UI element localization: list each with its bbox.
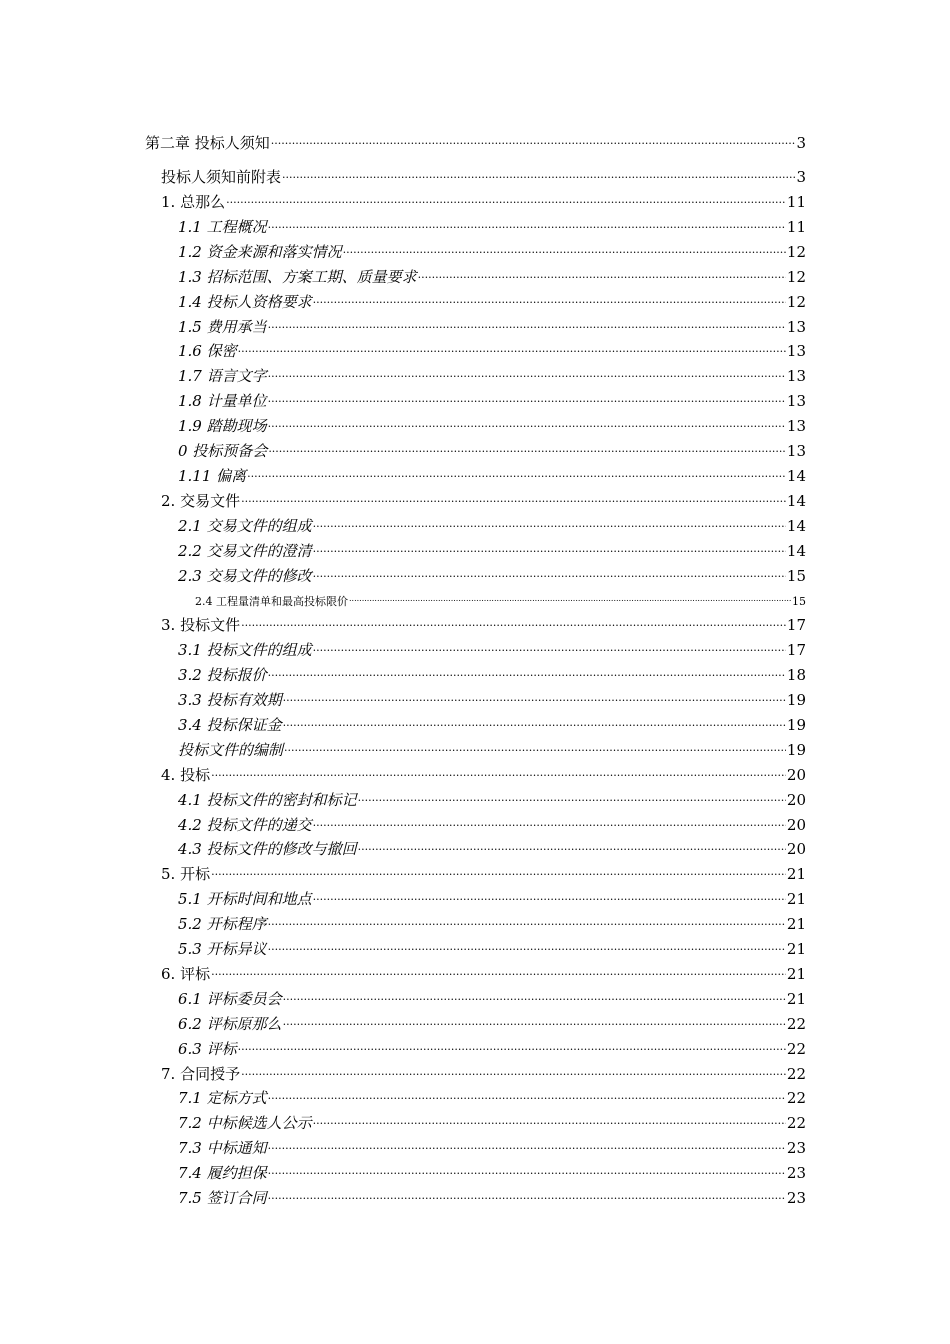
dot-leader xyxy=(241,488,786,506)
toc-entry[interactable] xyxy=(178,1135,806,1157)
dot-leader xyxy=(226,189,786,207)
toc-entry[interactable] xyxy=(178,787,806,809)
toc-entry-label: 7. 合同授予 xyxy=(161,1064,241,1083)
toc-entry-page-number: 23 xyxy=(786,1164,806,1183)
toc-entry[interactable] xyxy=(178,338,806,360)
toc-entry[interactable] xyxy=(178,438,806,460)
dot-leader xyxy=(211,762,786,780)
toc-entry-page-number: 21 xyxy=(786,865,806,884)
toc-entry[interactable] xyxy=(178,214,806,236)
dot-leader xyxy=(313,1110,786,1128)
toc-entry-page-number: 12 xyxy=(786,242,806,261)
toc-entry[interactable] xyxy=(178,513,806,535)
toc-entry-label: 3.2 投标报价 xyxy=(178,666,267,685)
dot-leader xyxy=(313,637,786,655)
dot-leader xyxy=(268,314,786,332)
toc-entry-label: 6. 评标 xyxy=(161,964,211,983)
dot-leader xyxy=(268,911,786,929)
toc-entry[interactable] xyxy=(178,836,806,858)
dot-leader xyxy=(238,338,786,356)
toc-entry-label: 4.1 投标文件的密封和标记 xyxy=(178,790,357,809)
dot-leader xyxy=(418,264,786,282)
dot-leader xyxy=(349,587,791,605)
dot-leader xyxy=(271,130,796,148)
dot-leader xyxy=(282,164,795,182)
toc-entry-page-number: 20 xyxy=(786,790,806,809)
toc-entry-page-number: 11 xyxy=(786,193,806,211)
dot-leader xyxy=(268,1185,786,1203)
toc-entry[interactable] xyxy=(178,314,806,336)
toc-entry-page-number: 13 xyxy=(786,367,806,386)
toc-entry-page-number: 15 xyxy=(792,595,806,609)
dot-leader xyxy=(268,363,786,381)
toc-entry-label: 1.1 工程概况 xyxy=(178,217,267,236)
toc-entry-label: 1.5 费用承当 xyxy=(178,317,267,336)
dot-leader xyxy=(268,936,786,954)
dot-leader xyxy=(268,662,786,680)
toc-entry-label: 2.1 交易文件的组成 xyxy=(178,516,312,535)
toc-entry[interactable] xyxy=(161,1061,806,1083)
toc-entry-page-number: 21 xyxy=(786,940,806,958)
toc-entry[interactable] xyxy=(161,612,806,634)
toc-entry-label: 3.3 投标有效期 xyxy=(178,691,282,709)
dot-leader xyxy=(313,812,786,830)
toc-entry-label: 1.4 投标人资格要求 xyxy=(178,292,312,311)
toc-entry[interactable] xyxy=(178,363,806,385)
dot-leader xyxy=(211,861,786,879)
toc-entry-label: 2.4 工程量清单和最高投标限价 xyxy=(195,595,348,609)
toc-entry-page-number: 17 xyxy=(786,641,806,660)
toc-entry[interactable] xyxy=(178,1110,806,1132)
dot-leader xyxy=(313,886,786,904)
toc-entry-label: 投标文件的编制 xyxy=(178,740,284,759)
toc-entry-page-number: 12 xyxy=(786,267,806,286)
toc-entry-label: 0 投标预备会 xyxy=(178,442,268,460)
toc-entry-page-number: 23 xyxy=(786,1189,806,1207)
toc-entry-page-number: 22 xyxy=(786,1014,806,1033)
dot-leader xyxy=(358,787,786,805)
toc-entry-page-number: 19 xyxy=(786,740,806,759)
dot-leader xyxy=(268,214,786,232)
dot-leader xyxy=(268,1085,786,1103)
toc-entry-label: 5.2 开标程序 xyxy=(178,915,267,934)
toc-entry[interactable] xyxy=(178,1085,806,1107)
dot-leader xyxy=(283,986,786,1004)
toc-entry-label: 7.5 签订合同 xyxy=(178,1189,267,1207)
toc-entry[interactable] xyxy=(178,413,806,435)
toc-entry[interactable] xyxy=(178,886,806,908)
toc-entry-label: 7.2 中标候选人公示 xyxy=(178,1114,312,1133)
toc-entry[interactable] xyxy=(178,986,806,1008)
dot-leader xyxy=(247,463,786,481)
toc-entry-label: 7.1 定标方式 xyxy=(178,1089,267,1108)
toc-entry-label: 5.3 开标异议 xyxy=(178,940,267,958)
dot-leader xyxy=(268,388,786,406)
dot-leader xyxy=(268,438,786,456)
toc-entry-page-number: 23 xyxy=(786,1139,806,1158)
toc-entry-label: 1.11 偏离 xyxy=(178,466,247,485)
dot-leader xyxy=(238,1036,786,1054)
toc-entry[interactable] xyxy=(178,687,806,709)
toc-entry[interactable] xyxy=(178,737,806,759)
toc-entry-label: 第二章 投标人须知 xyxy=(145,134,270,152)
toc-entry[interactable] xyxy=(178,563,806,585)
toc-entry-page-number: 21 xyxy=(786,964,806,983)
toc-entry[interactable] xyxy=(178,637,806,659)
toc-entry-page-number: 22 xyxy=(786,1114,806,1133)
dot-leader xyxy=(283,712,786,730)
toc-entry-page-number: 18 xyxy=(786,666,806,685)
toc-entry-page-number: 22 xyxy=(786,1089,806,1108)
toc-entry-label: 2.3 交易文件的修改 xyxy=(178,566,312,585)
toc-entry-page-number: 13 xyxy=(786,317,806,336)
toc-entry-page-number: 13 xyxy=(786,392,806,411)
toc-entry-label: 2. 交易文件 xyxy=(161,491,241,510)
toc-entry-label: 6.2 评标原那么 xyxy=(178,1014,282,1033)
toc-entry[interactable] xyxy=(178,911,806,933)
dot-leader xyxy=(268,1160,786,1178)
toc-entry-page-number: 21 xyxy=(786,915,806,934)
dot-leader xyxy=(343,239,786,257)
toc-entry[interactable] xyxy=(178,538,806,560)
toc-entry[interactable] xyxy=(178,463,806,485)
toc-entry[interactable] xyxy=(178,388,806,410)
toc-entry-page-number: 20 xyxy=(786,840,806,859)
toc-entry-page-number: 22 xyxy=(786,1064,806,1083)
toc-entry-label: 3.1 投标文件的组成 xyxy=(178,641,312,660)
dot-leader xyxy=(358,836,786,854)
toc-entry[interactable] xyxy=(178,1185,806,1207)
toc-entry[interactable] xyxy=(161,961,806,983)
dot-leader xyxy=(283,1011,786,1029)
toc-entry-page-number: 21 xyxy=(786,890,806,909)
toc-entry-label: 1.2 资金来源和落实情况 xyxy=(178,242,342,261)
toc-entry-label: 1. 总那么 xyxy=(161,193,226,211)
dot-leader xyxy=(268,413,786,431)
toc-entry-page-number: 15 xyxy=(786,566,806,585)
toc-entry[interactable] xyxy=(178,812,806,834)
toc-entry-page-number: 17 xyxy=(786,616,806,635)
toc-entry[interactable] xyxy=(178,662,806,684)
toc-entry-page-number: 20 xyxy=(786,815,806,834)
toc-entry[interactable] xyxy=(178,289,806,311)
toc-entry-label: 4. 投标 xyxy=(161,765,211,784)
toc-entry-page-number: 14 xyxy=(786,491,806,510)
toc-entry-page-number: 21 xyxy=(786,989,806,1008)
toc-entry-page-number: 13 xyxy=(786,342,806,361)
toc-entry-label: 2.2 交易文件的澄清 xyxy=(178,541,312,560)
toc-entry-label: 7.3 中标通知 xyxy=(178,1139,267,1158)
toc-entry[interactable] xyxy=(161,164,806,186)
dot-leader xyxy=(241,612,786,630)
toc-entry-page-number: 14 xyxy=(786,516,806,535)
toc-entry[interactable] xyxy=(145,130,806,152)
toc-entry[interactable] xyxy=(161,861,806,883)
toc-entry-page-number: 12 xyxy=(786,292,806,311)
dot-leader xyxy=(211,961,786,979)
toc-entry-page-number: 20 xyxy=(786,765,806,784)
toc-entry-label: 4.2 投标文件的递交 xyxy=(178,815,312,834)
toc-entry[interactable] xyxy=(161,488,806,510)
toc-entry[interactable] xyxy=(161,189,806,211)
toc-entry-page-number: 14 xyxy=(786,541,806,560)
toc-entry-page-number: 11 xyxy=(786,217,806,236)
toc-entry-page-number: 13 xyxy=(786,442,806,460)
toc-entry[interactable] xyxy=(178,712,806,734)
dot-leader xyxy=(283,687,786,705)
toc-entry-page-number: 3 xyxy=(796,134,806,152)
toc-entry-label: 5.1 开标时间和地点 xyxy=(178,890,312,909)
toc-entry-label: 1.8 计量单位 xyxy=(178,392,267,411)
toc-entry[interactable] xyxy=(178,264,806,286)
toc-entry-label: 6.1 评标委员会 xyxy=(178,989,282,1008)
toc-entry-page-number: 19 xyxy=(786,715,806,734)
toc-entry-page-number: 19 xyxy=(786,691,806,709)
toc-entry-label: 7.4 履约担保 xyxy=(178,1164,267,1183)
toc-entry-label: 6.3 评标 xyxy=(178,1039,237,1058)
toc-entry-label: 3.4 投标保证金 xyxy=(178,715,282,734)
toc-entry-page-number: 3 xyxy=(796,168,806,186)
toc-entry-label: 1.3 招标范围、方案工期、质量要求 xyxy=(178,267,417,286)
toc-entry[interactable] xyxy=(178,936,806,958)
toc-entry-label: 1.9 踏勘现场 xyxy=(178,417,267,436)
dot-leader xyxy=(268,1135,786,1153)
dot-leader xyxy=(313,563,786,581)
toc-entry-page-number: 13 xyxy=(786,417,806,436)
toc-entry-label: 1.6 保密 xyxy=(178,342,237,361)
toc-entry[interactable] xyxy=(178,239,806,261)
toc-entry[interactable] xyxy=(178,1160,806,1182)
toc-entry-label: 5. 开标 xyxy=(161,865,211,884)
toc-entry[interactable] xyxy=(195,587,806,611)
toc-entry[interactable] xyxy=(178,1011,806,1033)
toc-entry-page-number: 22 xyxy=(786,1039,806,1058)
dot-leader xyxy=(313,538,786,556)
toc-entry-label: 1.7 语言文字 xyxy=(178,367,267,386)
toc-entry-page-number: 14 xyxy=(786,466,806,485)
toc-entry[interactable] xyxy=(178,1036,806,1058)
dot-leader xyxy=(313,513,786,531)
dot-leader xyxy=(313,289,786,307)
toc-entry[interactable] xyxy=(161,762,806,784)
toc-entry-label: 投标人须知前附表 xyxy=(161,168,282,186)
toc-entry-label: 4.3 投标文件的修改与撤回 xyxy=(178,840,357,859)
dot-leader xyxy=(241,1061,786,1079)
dot-leader xyxy=(284,737,786,755)
toc-entry-label: 3. 投标文件 xyxy=(161,616,241,635)
